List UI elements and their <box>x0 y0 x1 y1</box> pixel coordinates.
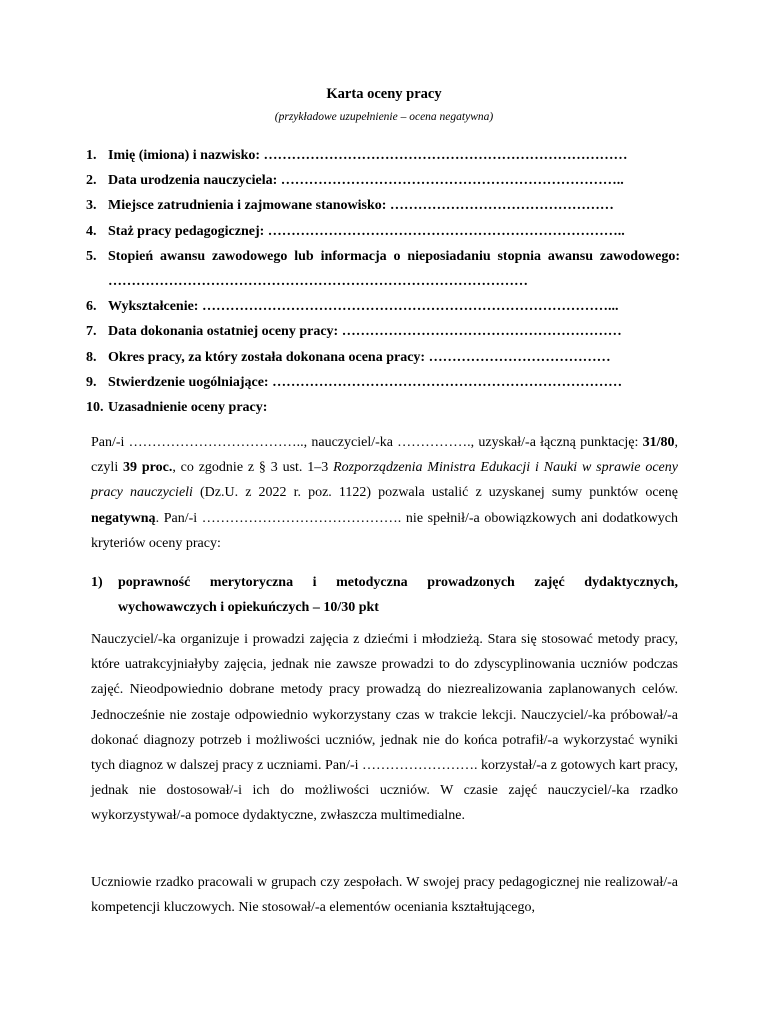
field-label: Data dokonania ostatniej oceny pracy: …………………………………………………… <box>108 324 622 340</box>
form-field-promotion-level <box>86 244 680 294</box>
field-label: Okres pracy, za który została dokonana ocena pracy: ………………………………… <box>108 349 611 365</box>
field-number: 4. <box>86 223 97 239</box>
intro-text-part: (Dz.U. z 2022 r. poz. 1122) pozwala ustalić z uzyskanej sumy punktów ocenę <box>192 485 678 501</box>
field-number: 5. <box>86 248 97 264</box>
field-label: Wykształcenie: ……………………………………………………………………………... <box>108 299 619 315</box>
field-number: 7. <box>86 324 97 340</box>
form-field-list <box>86 143 680 420</box>
field-number: 9. <box>86 374 97 390</box>
form-field-name <box>86 143 680 168</box>
form-field-justification <box>86 395 680 420</box>
form-field-seniority <box>86 219 680 244</box>
score-value: 31/80 <box>642 435 675 450</box>
form-field-evaluation-period <box>86 345 680 370</box>
intro-text-part: . Pan/-i ……………………………………. nie spełnił/-a obowiązkowych ani dodatkowych kryteriów oceny pracy: <box>91 510 678 551</box>
rating-value: negatywną <box>91 510 156 526</box>
document-title: Karta oceny pracy <box>326 86 442 102</box>
form-field-birth-date <box>86 168 680 193</box>
criterion-text: poprawność merytoryczna i metodyczna prowadzonych zajęć dydaktycznych, wychowawczych i opiekuńczych – 10/30 pkt <box>118 575 678 616</box>
document-subtitle: (przykładowe uzupełnienie – ocena negatywna) <box>274 111 494 123</box>
body-paragraph: Nauczyciel/-ka organizuje i prowadzi zajęcia z dziećmi i młodzieżą. Stara się stosować metody pracy, które uatrakcyjniałyby zajęcia, jednak nie zawsze prowadzi to do zdyscyplinowania uczniów podczas zajęć. Nieodpowiednio dobrane metody pracy prowadzą do niezrealizowania zaplanowanych celów. Jednocześnie nie zostaje odpowiednio wykorzystany czas w trakcie lekcji. Nauczyciel/-ka próbował/-a dokonać diagnozy potrzeb i możliwości uczniów, jednak nie do końca potrafił/-a wykorzystać wyniki tych diagnoz w dalszej pracy z uczniami. Pan/-i ……………………. korzystał/-a z gotowych kart pracy, jednak nie dostosował/-i ich do możliwości uczniów. W czasie zajęć nauczyciel/-ka rzadko wykorzystywał/-a pomoce dydaktyczne, zwłaszcza multimedialne. <box>91 632 678 824</box>
field-number: 10. <box>86 400 104 416</box>
field-label: Stopień awansu zawodowego lub informacja o nieposiadaniu stopnia awansu zawodowego: ……………………………………………………………………………… <box>108 248 680 290</box>
intro-text-part: , co zgodnie z § 3 ust. 1–3 <box>172 460 334 476</box>
form-field-general-statement <box>86 370 680 395</box>
intro-paragraph <box>91 430 678 556</box>
percent-value: 39 proc. <box>123 460 173 476</box>
field-label: Data urodzenia nauczyciela: ……………………………………………………………….. <box>108 173 624 189</box>
field-number: 1. <box>86 148 97 163</box>
field-label: Uzasadnienie oceny pracy: <box>108 400 268 416</box>
criterion-number: 1) <box>91 575 103 590</box>
criterion-heading <box>91 570 678 620</box>
form-field-last-evaluation-date <box>86 319 680 344</box>
field-label: Miejsce zatrudnienia i zajmowane stanowisko: ………………………………………… <box>108 198 614 214</box>
field-number: 2. <box>86 173 97 189</box>
regulation-title: Rozporządzenia Ministra Edukacji i Nauki w sprawie oceny pracy nauczycieli <box>91 460 678 501</box>
field-label: Staż pracy pedagogicznej: ………………………………………………………………….. <box>108 223 625 239</box>
field-number: 8. <box>86 349 97 365</box>
form-field-education <box>86 294 680 319</box>
intro-text-part: , czyli <box>91 435 678 476</box>
field-label: Stwierdzenie uogólniające: ………………………………………………………………… <box>108 374 623 390</box>
intro-text-part: Pan/-i ……………………………….., nauczyciel/-ka ……………., uzyskał/-a łączną punktację: <box>91 435 643 450</box>
field-label: Imię (imiona) i nazwisko: …………………………………………………………………… <box>108 148 628 163</box>
body-paragraph: Uczniowie rzadko pracowali w grupach czy zespołach. W swojej pracy pedagogicznej nie realizował/-a kompetencji kluczowych. Nie stosował/-a elementów oceniania kształtującego, <box>91 875 678 916</box>
field-number: 6. <box>86 299 97 315</box>
field-number: 3. <box>86 198 97 214</box>
form-field-workplace <box>86 193 680 218</box>
